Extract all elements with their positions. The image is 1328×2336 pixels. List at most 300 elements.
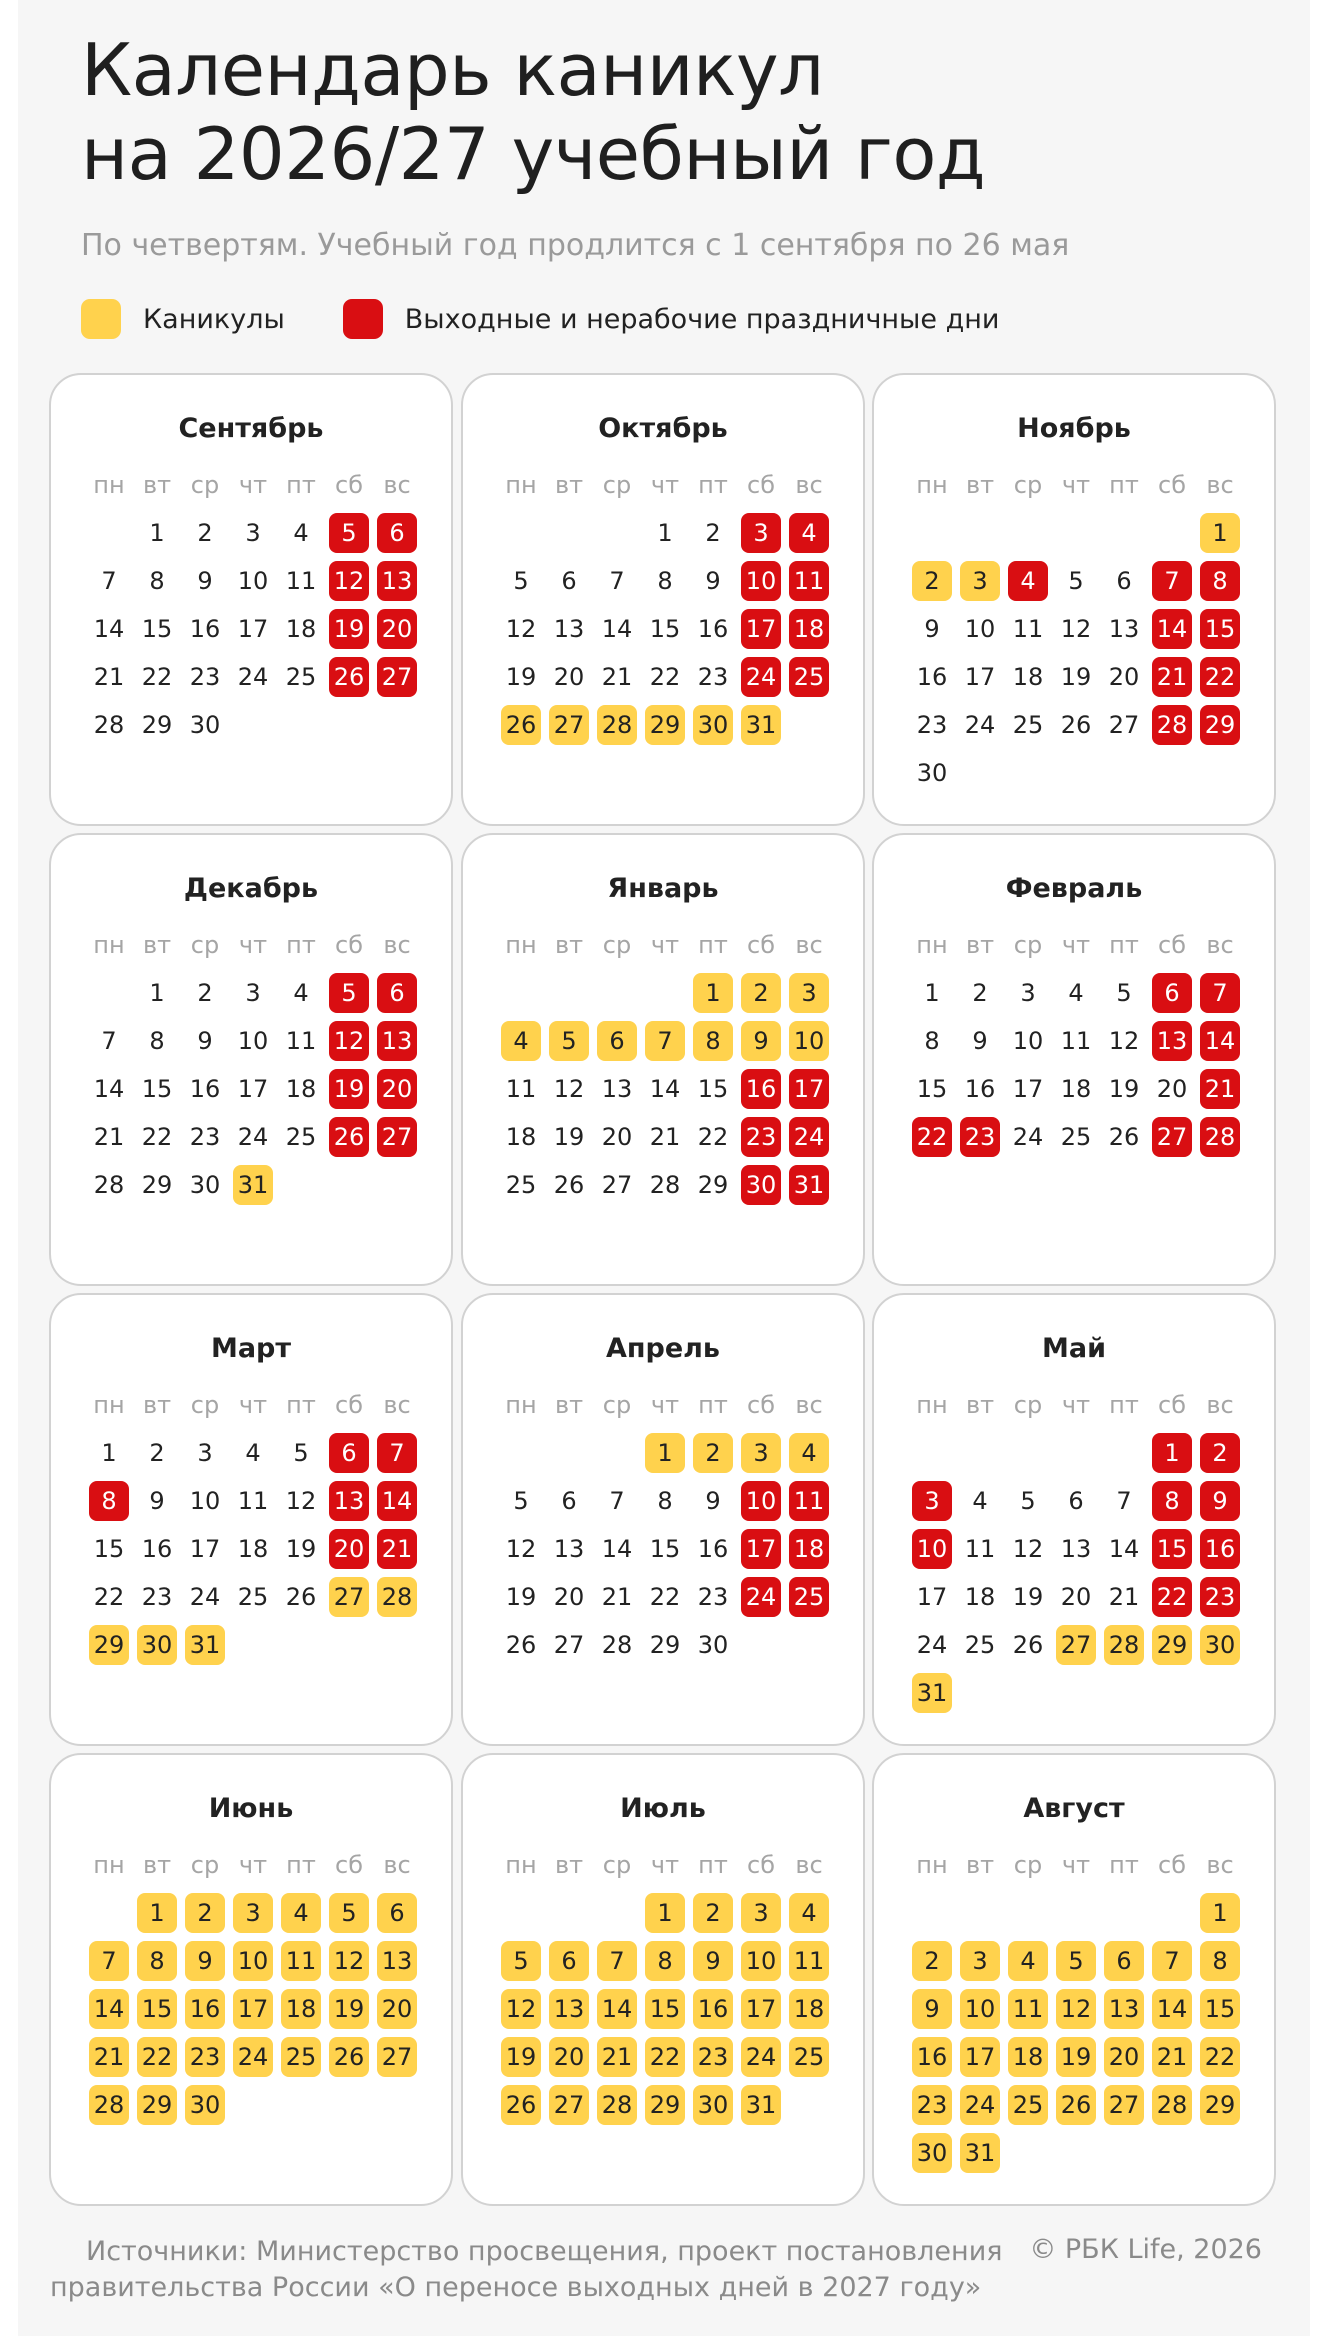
day: 23 xyxy=(141,1583,173,1611)
day-vacation: 28 xyxy=(1104,1625,1144,1665)
day: 12 xyxy=(1012,1535,1044,1563)
day-vacation: 22 xyxy=(645,2037,685,2077)
day: 20 xyxy=(553,1583,585,1611)
weekday-label: вс xyxy=(795,931,823,959)
day-holiday: 7 xyxy=(1200,973,1240,1013)
day-holiday: 1 xyxy=(1152,1433,1192,1473)
day: 19 xyxy=(1108,1075,1140,1103)
day: 22 xyxy=(93,1583,125,1611)
day: 8 xyxy=(924,1027,940,1055)
empty-cell xyxy=(1104,1433,1144,1473)
day: 9 xyxy=(197,567,213,595)
day-holiday: 19 xyxy=(329,1069,369,1109)
day: 8 xyxy=(149,1027,165,1055)
day: 2 xyxy=(972,979,988,1007)
empty-cell xyxy=(1008,1673,1048,1713)
month-card xyxy=(872,1293,1276,1746)
day: 25 xyxy=(964,1631,996,1659)
month-card xyxy=(872,373,1276,826)
weekday-label: ср xyxy=(190,1391,220,1419)
weekday-label: пн xyxy=(93,931,125,959)
day: 4 xyxy=(972,1487,988,1515)
day-holiday: 6 xyxy=(377,973,417,1013)
day-holiday: 20 xyxy=(377,609,417,649)
month-calendar xyxy=(493,1377,837,1673)
day-holiday: 6 xyxy=(1152,973,1192,1013)
weekday-label: вт xyxy=(965,1851,995,1879)
weekday-label: вс xyxy=(1206,1851,1234,1879)
legend-vacation-label: Каникулы xyxy=(143,303,285,335)
day-vacation: 5 xyxy=(329,1893,369,1933)
day-vacation: 31 xyxy=(741,705,781,745)
weekday-label: сб xyxy=(1158,1851,1186,1879)
day-vacation: 28 xyxy=(597,705,637,745)
weekday-label: вс xyxy=(795,1851,823,1879)
weekday-label: пт xyxy=(286,1851,316,1879)
weekday-label: пт xyxy=(698,1391,728,1419)
weekday-label: чт xyxy=(238,1851,268,1879)
day-holiday: 24 xyxy=(741,1577,781,1617)
day: 12 xyxy=(553,1075,585,1103)
day-vacation: 15 xyxy=(645,1989,685,2029)
empty-cell xyxy=(281,2085,321,2125)
day: 6 xyxy=(561,567,577,595)
day-vacation: 28 xyxy=(597,2085,637,2125)
day: 13 xyxy=(553,615,585,643)
weekday-label: пн xyxy=(505,931,537,959)
day: 28 xyxy=(649,1171,681,1199)
day: 9 xyxy=(705,1487,721,1515)
day: 15 xyxy=(93,1535,125,1563)
day: 26 xyxy=(1108,1123,1140,1151)
day: 22 xyxy=(649,1583,681,1611)
day-vacation: 27 xyxy=(377,2037,417,2077)
day: 27 xyxy=(1108,711,1140,739)
infographic xyxy=(18,0,1310,2336)
day: 23 xyxy=(189,1123,221,1151)
month-calendar xyxy=(493,457,837,753)
weekday-label: сб xyxy=(1158,1391,1186,1419)
empty-cell xyxy=(377,2085,417,2125)
day-holiday: 31 xyxy=(789,1165,829,1205)
day: 2 xyxy=(197,519,213,547)
empty-cell xyxy=(1056,1433,1096,1473)
day-vacation: 12 xyxy=(501,1989,541,2029)
weekday-label: чт xyxy=(1061,471,1091,499)
day: 26 xyxy=(1060,711,1092,739)
day-vacation: 10 xyxy=(789,1021,829,1061)
source-line-1: Источники: Министерство просвещения, проект постановления xyxy=(86,2236,1003,2267)
weekday-label: сб xyxy=(1158,931,1186,959)
day: 11 xyxy=(1060,1027,1092,1055)
day-vacation: 9 xyxy=(693,1941,733,1981)
day-holiday: 30 xyxy=(741,1165,781,1205)
day: 22 xyxy=(141,1123,173,1151)
weekday-label: ср xyxy=(1013,471,1043,499)
month-name: Апрель xyxy=(605,1333,721,1364)
title-line-2: на 2026/27 учебный год xyxy=(81,112,986,196)
day-vacation: 14 xyxy=(1152,1989,1192,2029)
day: 25 xyxy=(285,1123,317,1151)
day-vacation: 4 xyxy=(281,1893,321,1933)
day: 23 xyxy=(189,663,221,691)
day-holiday: 23 xyxy=(960,1117,1000,1157)
source-line-2: правительства России «О переносе выходных дней в 2027 году» xyxy=(50,2272,982,2303)
empty-cell xyxy=(1056,2133,1096,2173)
empty-cell xyxy=(377,1165,417,1205)
empty-cell xyxy=(549,1433,589,1473)
day-vacation: 9 xyxy=(185,1941,225,1981)
day: 3 xyxy=(1020,979,1036,1007)
month-name: Февраль xyxy=(1005,873,1143,904)
day: 17 xyxy=(237,1075,269,1103)
month-calendar xyxy=(904,1377,1248,1721)
day: 4 xyxy=(293,519,309,547)
day-vacation: 30 xyxy=(912,2133,952,2173)
empty-cell xyxy=(549,1893,589,1933)
day-holiday: 13 xyxy=(329,1481,369,1521)
day: 30 xyxy=(916,759,948,787)
day-holiday: 21 xyxy=(1152,657,1192,697)
empty-cell xyxy=(1152,753,1192,793)
day-holiday: 10 xyxy=(912,1529,952,1569)
day-vacation: 1 xyxy=(645,1433,685,1473)
day: 15 xyxy=(916,1075,948,1103)
day-vacation: 23 xyxy=(185,2037,225,2077)
day: 16 xyxy=(697,1535,729,1563)
day-vacation: 1 xyxy=(645,1893,685,1933)
day: 8 xyxy=(657,1487,673,1515)
empty-cell xyxy=(912,1433,952,1473)
empty-cell xyxy=(1056,1673,1096,1713)
weekday-label: пн xyxy=(505,1391,537,1419)
day-holiday: 16 xyxy=(741,1069,781,1109)
day-vacation: 16 xyxy=(185,1989,225,2029)
weekday-label: вт xyxy=(554,931,584,959)
day-holiday: 18 xyxy=(789,609,829,649)
day: 19 xyxy=(285,1535,317,1563)
month-calendar xyxy=(904,1837,1248,2181)
day: 19 xyxy=(505,1583,537,1611)
weekday-label: чт xyxy=(650,1391,680,1419)
day-holiday: 27 xyxy=(1152,1117,1192,1157)
day-vacation: 28 xyxy=(1152,2085,1192,2125)
day-vacation: 8 xyxy=(645,1941,685,1981)
weekday-label: вт xyxy=(142,931,172,959)
day-holiday: 12 xyxy=(329,561,369,601)
title-line-1: Календарь каникул xyxy=(81,28,824,112)
day: 17 xyxy=(237,615,269,643)
month-name: Май xyxy=(1041,1333,1106,1364)
day: 28 xyxy=(93,711,125,739)
day: 9 xyxy=(705,567,721,595)
day-vacation: 23 xyxy=(693,2037,733,2077)
day-vacation: 6 xyxy=(549,1941,589,1981)
day-vacation: 3 xyxy=(741,1893,781,1933)
day: 19 xyxy=(1012,1583,1044,1611)
day-vacation: 3 xyxy=(233,1893,273,1933)
month-name: Июнь xyxy=(208,1793,294,1824)
day-vacation: 10 xyxy=(960,1989,1000,2029)
day-vacation: 25 xyxy=(281,2037,321,2077)
day: 10 xyxy=(964,615,996,643)
empty-cell xyxy=(233,705,273,745)
day-vacation: 31 xyxy=(233,1165,273,1205)
day: 11 xyxy=(285,1027,317,1055)
day-holiday: 14 xyxy=(377,1481,417,1521)
day: 15 xyxy=(141,1075,173,1103)
day-holiday: 28 xyxy=(1200,1117,1240,1157)
day: 21 xyxy=(649,1123,681,1151)
day-vacation: 3 xyxy=(789,973,829,1013)
day-vacation: 31 xyxy=(960,2133,1000,2173)
day-vacation: 9 xyxy=(912,1989,952,2029)
day: 12 xyxy=(1060,615,1092,643)
month-card xyxy=(49,833,453,1286)
day: 5 xyxy=(513,567,529,595)
day: 25 xyxy=(1012,711,1044,739)
day: 12 xyxy=(505,615,537,643)
weekday-label: пт xyxy=(1109,1391,1139,1419)
day: 29 xyxy=(697,1171,729,1199)
weekday-label: чт xyxy=(650,1851,680,1879)
day: 7 xyxy=(1116,1487,1132,1515)
day-holiday: 11 xyxy=(789,1481,829,1521)
day: 9 xyxy=(197,1027,213,1055)
day: 19 xyxy=(1060,663,1092,691)
day-vacation: 3 xyxy=(741,1433,781,1473)
weekday-label: вс xyxy=(1206,471,1234,499)
legend-vacation xyxy=(81,299,285,339)
day: 24 xyxy=(237,663,269,691)
day: 6 xyxy=(561,1487,577,1515)
empty-cell xyxy=(1152,1673,1192,1713)
day: 14 xyxy=(1108,1535,1140,1563)
day-vacation: 2 xyxy=(741,973,781,1013)
day: 29 xyxy=(649,1631,681,1659)
weekday-label: сб xyxy=(335,1851,363,1879)
empty-cell xyxy=(1104,753,1144,793)
day: 25 xyxy=(1060,1123,1092,1151)
day: 9 xyxy=(924,615,940,643)
day-vacation: 3 xyxy=(960,561,1000,601)
day: 10 xyxy=(189,1487,221,1515)
month-name: Январь xyxy=(607,873,719,904)
day: 12 xyxy=(285,1487,317,1515)
weekday-label: ср xyxy=(190,471,220,499)
day-vacation: 6 xyxy=(377,1893,417,1933)
day: 6 xyxy=(1116,567,1132,595)
day-holiday: 7 xyxy=(1152,561,1192,601)
month-card xyxy=(49,1753,453,2206)
day: 5 xyxy=(1116,979,1132,1007)
day-vacation: 5 xyxy=(501,1941,541,1981)
day-holiday: 8 xyxy=(1152,1481,1192,1521)
month-name: Декабрь xyxy=(183,873,319,904)
day: 28 xyxy=(601,1631,633,1659)
day-vacation: 15 xyxy=(1200,1989,1240,2029)
day-vacation: 1 xyxy=(693,973,733,1013)
day: 19 xyxy=(553,1123,585,1151)
weekday-label: пт xyxy=(286,931,316,959)
day: 20 xyxy=(1060,1583,1092,1611)
day-vacation: 21 xyxy=(89,2037,129,2077)
month-calendar xyxy=(81,1837,425,2133)
day-holiday: 22 xyxy=(912,1117,952,1157)
day-vacation: 7 xyxy=(1152,1941,1192,1981)
day-holiday: 15 xyxy=(1152,1529,1192,1569)
weekday-label: чт xyxy=(1061,1851,1091,1879)
day: 5 xyxy=(513,1487,529,1515)
day-vacation: 14 xyxy=(597,1989,637,2029)
day-vacation: 2 xyxy=(912,561,952,601)
page-title xyxy=(81,28,985,196)
empty-cell xyxy=(1104,1893,1144,1933)
empty-cell xyxy=(645,973,685,1013)
day: 5 xyxy=(1020,1487,1036,1515)
empty-cell xyxy=(1200,2133,1240,2173)
day: 11 xyxy=(1012,615,1044,643)
day-vacation: 31 xyxy=(741,2085,781,2125)
empty-cell xyxy=(501,1893,541,1933)
day: 10 xyxy=(1012,1027,1044,1055)
empty-cell xyxy=(1152,1893,1192,1933)
day: 13 xyxy=(1060,1535,1092,1563)
day: 1 xyxy=(149,519,165,547)
day-holiday: 24 xyxy=(741,657,781,697)
weekday-label: чт xyxy=(1061,1391,1091,1419)
month-name: Июль xyxy=(620,1793,706,1824)
day-holiday: 22 xyxy=(1200,657,1240,697)
day: 29 xyxy=(141,1171,173,1199)
day-vacation: 29 xyxy=(645,2085,685,2125)
weekday-label: пн xyxy=(916,471,948,499)
day-holiday: 4 xyxy=(1008,561,1048,601)
day-vacation: 2 xyxy=(693,1893,733,1933)
day-vacation: 30 xyxy=(1200,1625,1240,1665)
empty-cell xyxy=(281,1625,321,1665)
day: 23 xyxy=(697,1583,729,1611)
day-vacation: 16 xyxy=(693,1989,733,2029)
day: 14 xyxy=(93,1075,125,1103)
day-vacation: 4 xyxy=(501,1021,541,1061)
day-vacation: 2 xyxy=(185,1893,225,1933)
empty-cell xyxy=(1056,1893,1096,1933)
day: 27 xyxy=(601,1171,633,1199)
day: 16 xyxy=(964,1075,996,1103)
weekday-label: чт xyxy=(650,931,680,959)
day: 3 xyxy=(245,519,261,547)
weekday-label: сб xyxy=(747,1851,775,1879)
day: 15 xyxy=(649,615,681,643)
month-name: Сентябрь xyxy=(178,413,324,444)
day-vacation: 23 xyxy=(912,2085,952,2125)
day-holiday: 28 xyxy=(1152,705,1192,745)
day-vacation: 19 xyxy=(329,1989,369,2029)
day-vacation: 5 xyxy=(549,1021,589,1061)
day: 21 xyxy=(601,663,633,691)
day-vacation: 17 xyxy=(960,2037,1000,2077)
day: 10 xyxy=(237,567,269,595)
day-holiday: 13 xyxy=(377,1021,417,1061)
day: 22 xyxy=(141,663,173,691)
weekday-label: пт xyxy=(1109,1851,1139,1879)
day: 25 xyxy=(237,1583,269,1611)
day-holiday: 6 xyxy=(329,1433,369,1473)
weekday-label: пн xyxy=(916,1851,948,1879)
empty-cell xyxy=(377,705,417,745)
day: 1 xyxy=(101,1439,117,1467)
empty-cell xyxy=(1008,2133,1048,2173)
day: 12 xyxy=(505,1535,537,1563)
day-vacation: 27 xyxy=(1104,2085,1144,2125)
day: 9 xyxy=(149,1487,165,1515)
day: 5 xyxy=(1068,567,1084,595)
month-card xyxy=(49,1293,453,1746)
weekday-label: ср xyxy=(1013,1851,1043,1879)
day: 24 xyxy=(1012,1123,1044,1151)
day-vacation: 20 xyxy=(377,1989,417,2029)
day: 7 xyxy=(101,1027,117,1055)
day: 3 xyxy=(245,979,261,1007)
day: 16 xyxy=(916,663,948,691)
day-vacation: 19 xyxy=(1056,2037,1096,2077)
day-vacation: 17 xyxy=(741,1989,781,2029)
empty-cell xyxy=(1056,753,1096,793)
empty-cell xyxy=(741,1625,781,1665)
day-vacation: 20 xyxy=(549,2037,589,2077)
day: 17 xyxy=(916,1583,948,1611)
day: 20 xyxy=(601,1123,633,1151)
day: 7 xyxy=(609,567,625,595)
day: 13 xyxy=(601,1075,633,1103)
day-vacation: 4 xyxy=(789,1433,829,1473)
day: 13 xyxy=(553,1535,585,1563)
day-holiday: 16 xyxy=(1200,1529,1240,1569)
day: 14 xyxy=(93,615,125,643)
month-card xyxy=(461,373,865,826)
day-vacation: 18 xyxy=(789,1989,829,2029)
weekday-label: ср xyxy=(602,1391,632,1419)
day-vacation: 19 xyxy=(501,2037,541,2077)
empty-cell xyxy=(1008,1893,1048,1933)
day-holiday: 5 xyxy=(329,513,369,553)
day-vacation: 22 xyxy=(1200,2037,1240,2077)
day-vacation: 28 xyxy=(377,1577,417,1617)
empty-cell xyxy=(1152,513,1192,553)
day: 1 xyxy=(657,519,673,547)
weekday-label: вс xyxy=(1206,1391,1234,1419)
day-vacation: 7 xyxy=(645,1021,685,1061)
weekday-label: пн xyxy=(916,1391,948,1419)
day-holiday: 5 xyxy=(329,973,369,1013)
day: 16 xyxy=(189,615,221,643)
weekday-label: ср xyxy=(602,471,632,499)
legend-holiday xyxy=(343,299,1000,339)
weekday-label: чт xyxy=(238,931,268,959)
day-vacation: 11 xyxy=(1008,1989,1048,2029)
day-holiday: 20 xyxy=(377,1069,417,1109)
day-vacation: 26 xyxy=(501,2085,541,2125)
day-vacation: 22 xyxy=(137,2037,177,2077)
day-vacation: 13 xyxy=(377,1941,417,1981)
day-holiday: 2 xyxy=(1200,1433,1240,1473)
empty-cell xyxy=(329,1165,369,1205)
day-holiday: 21 xyxy=(377,1529,417,1569)
empty-cell xyxy=(1104,1673,1144,1713)
weekday-label: вт xyxy=(965,471,995,499)
day-holiday: 22 xyxy=(1152,1577,1192,1617)
